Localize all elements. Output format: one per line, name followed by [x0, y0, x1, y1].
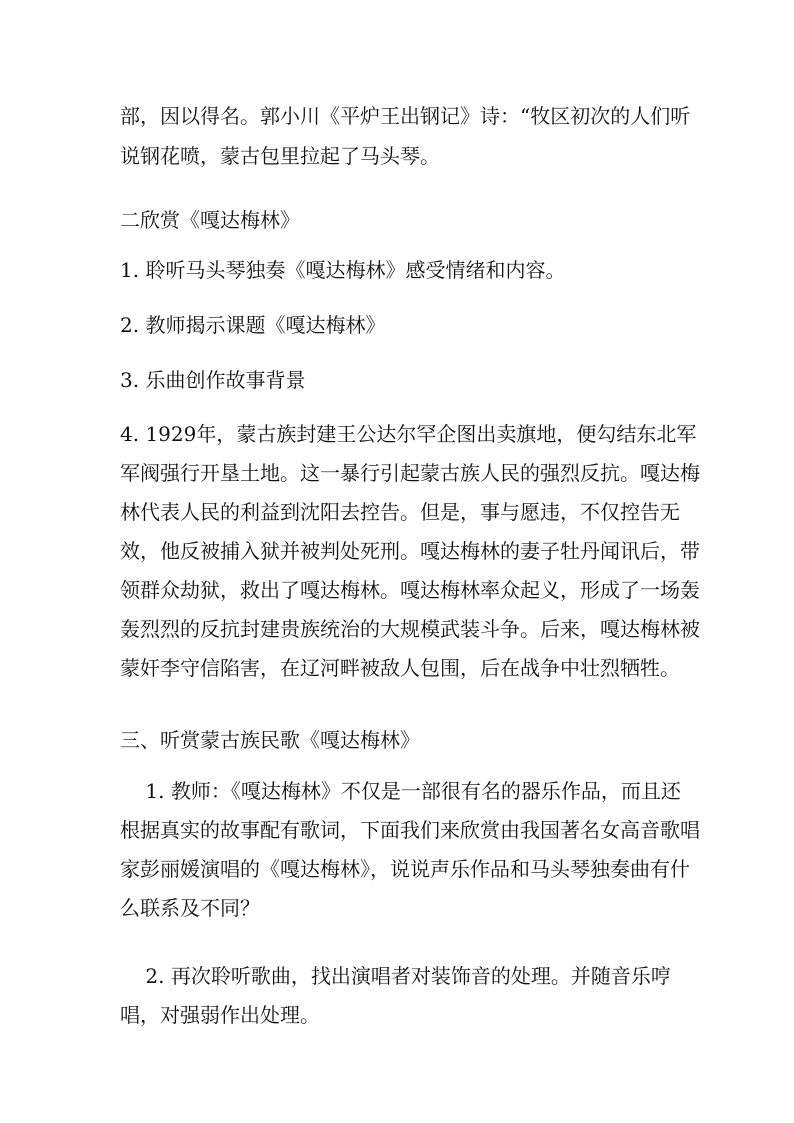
text-line: 4. 1929年，蒙古族封建王公达尔罕企图出卖旗地，便勾结东北军: [120, 422, 697, 446]
text-line: 唱，对强弱作出处理。: [120, 1003, 320, 1027]
text-line: 领群众劫狱，救出了嘎达梅林。嘎达梅林率众起义，形成了一场轰: [120, 578, 700, 602]
text-line: 2. 再次聆听歌曲，找出演唱者对装饰音的处理。并随音乐哼: [120, 964, 671, 988]
text-line: 部，因以得名。郭小川《平炉王出钢记》诗：“牧区初次的人们听: [120, 104, 691, 128]
text-line: 林代表人民的利益到沈阳去控告。但是，事与愿违，不仅控告无: [120, 500, 680, 524]
list-item-1: [120, 260, 680, 280]
paragraph-2: [120, 966, 680, 1025]
text-line: 1. 教师：《嘎达梅林》不仅是一部很有名的器乐作品，而且还: [120, 779, 681, 803]
text-line: 根据真实的故事配有歌词，下面我们来欣赏由我国著名女高音歌唱: [120, 818, 700, 842]
text-line: 说钢花喷，蒙古包里拉起了马头琴。: [120, 144, 440, 168]
text-line: 轰烈烈的反抗封建贵族统治的大规模武装斗争。后来，嘎达梅林被: [120, 617, 700, 641]
heading-text: 三、听赏蒙古族民歌《嘎达梅林》: [120, 728, 420, 752]
text-line: 么联系及不同？: [120, 896, 260, 920]
heading-text: 二欣赏《嘎达梅林》: [120, 208, 300, 232]
paragraph-1: [120, 779, 700, 920]
text-line: 1. 聆听马头琴独奏《嘎达梅林》感受情绪和内容。: [120, 258, 566, 282]
text-line: 2. 教师揭示课题《嘎达梅林》: [120, 313, 386, 337]
list-item-3: [120, 370, 680, 390]
text-line: 效，他反被捕入狱并被判处死刑。嘎达梅林的妻子牡丹闻讯后，带: [120, 539, 700, 563]
section-heading-2: [120, 210, 680, 230]
text-line: 蒙奸李守信陷害，在辽河畔被敌人包围，后在战争中壮烈牺牲。: [120, 656, 680, 680]
section-heading-3: [120, 730, 680, 750]
text-line: 军阀强行开垦土地。这一暴行引起蒙古族人民的强烈反抗。嘎达梅: [120, 461, 700, 485]
text-line: 家彭丽媛演唱的《嘎达梅林》，说说声乐作品和马头琴独奏曲有什: [120, 857, 690, 881]
list-item-2: [120, 315, 680, 335]
intro-paragraph: [120, 104, 691, 168]
list-item-4: [120, 422, 700, 680]
text-line: 3. 乐曲创作故事背景: [120, 368, 306, 392]
